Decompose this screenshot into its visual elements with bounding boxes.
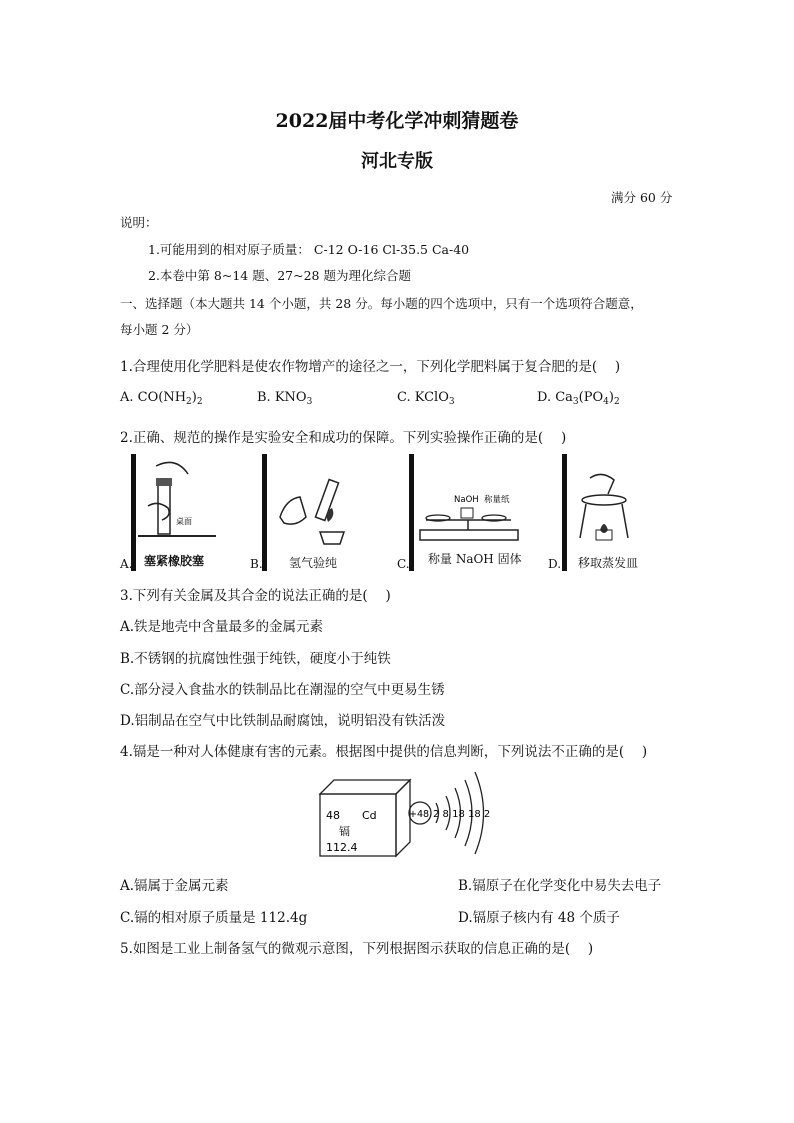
exam-subtitle: 河北专版 (361, 151, 433, 172)
section-heading-line1: 一、选择题（本大题共 14 个小题，共 28 分。每小题的四个选项中，只有一个选项符合题意， (120, 296, 643, 311)
atom-electron-shells: 2 8 18 18 2 (433, 809, 491, 820)
figure-b-border (262, 454, 267, 571)
figure-d-evaporating-dish-illustration (570, 468, 650, 548)
figure-d-letter: D. (548, 557, 562, 571)
question-1-stem: 1.合理使用化学肥料是使农作物增产的途径之一，下列化学肥料属于复合肥的是( ) (120, 359, 621, 375)
question-2-stem: 2.正确、规范的操作是实验安全和成功的保障。下列实验操作正确的是( ) (120, 430, 567, 446)
q3-option-c: C.部分浸入食盐水的铁制品比在潮湿的空气中更易生锈 (120, 682, 445, 698)
figure-c-caption: 称量 NaOH 固体 (428, 552, 522, 566)
note-item-1: 1.可能用到的相对原子质量： C-12 O-16 Cl-35.5 Ca-40 (148, 242, 470, 257)
atom-nucleus-charge: +48 (409, 809, 430, 820)
figure-a-test-tube-stopper-illustration (138, 456, 218, 556)
figure-a-inner-label: 桌面 (176, 517, 192, 526)
element-atomic-mass: 112.4 (326, 841, 358, 854)
figure-a-letter: A. (120, 557, 133, 571)
q4-option-c: C.镉的相对原子质量是 112.4g (120, 910, 308, 926)
q3-option-d: D.铝制品在空气中比铁制品耐腐蚀，说明铝没有铁活泼 (120, 713, 446, 729)
figure-c-inner-label-1: NaOH (454, 495, 479, 505)
q4-option-a: A.镉属于金属元素 (120, 878, 229, 894)
figure-d-caption: 移取蒸发皿 (578, 556, 639, 570)
figure-c-letter: C. (397, 557, 410, 571)
q1-option-d: D. $Ca_3(PO_4)_2$ (537, 390, 620, 407)
cadmium-element-and-atom-diagram (312, 766, 492, 861)
q1-option-a: A. $CO(NH_2)_2$ (120, 390, 203, 407)
figure-b-letter: B. (250, 557, 263, 571)
element-name: 镉 (339, 825, 350, 838)
question-4-stem: 4.镉是一种对人体健康有害的元素。根据图中提供的信息判断，下列说法不正确的是( ) (120, 744, 648, 760)
note-item-2: 2.本卷中第 8~14 题、27~28 题为理化综合题 (148, 268, 411, 283)
figure-c-inner-label-2: 称量纸 (484, 495, 510, 505)
q1-option-b: B. $KNO_3$ (257, 390, 313, 407)
figure-b-hydrogen-test-illustration (270, 462, 360, 552)
q1-option-c: C. KClO$_3$ (397, 390, 455, 407)
exam-title: 2022届中考化学冲刺猜题卷 (275, 110, 519, 132)
q4-option-d: D.镉原子核内有 48 个质子 (458, 910, 620, 926)
figure-a-caption: 塞紧橡胶塞 (144, 554, 205, 568)
q3-option-b: B.不锈钢的抗腐蚀性强于纯铁，硬度小于纯铁 (120, 651, 391, 667)
figure-c-border (409, 454, 414, 571)
notes-heading: 说明： (120, 215, 158, 230)
figure-b-caption: 氢气验纯 (289, 556, 338, 570)
element-atomic-number: 48 (326, 809, 340, 822)
total-score: 满分 60 分 (611, 190, 673, 205)
q4-option-b: B.镉原子在化学变化中易失去电子 (458, 878, 662, 894)
question-5-stem: 5.如图是工业上制备氢气的微观示意图，下列根据图示获取的信息正确的是( ) (120, 941, 594, 957)
figure-a-border (131, 454, 136, 571)
figure-c-balance-illustration (416, 492, 526, 547)
question-3-stem: 3.下列有关金属及其合金的说法正确的是( ) (120, 588, 391, 604)
figure-d-border (562, 454, 567, 571)
q3-option-a: A.铁是地壳中含量最多的金属元素 (120, 619, 324, 635)
element-symbol: Cd (362, 809, 377, 822)
section-heading-line2: 每小题 2 分） (120, 322, 199, 337)
